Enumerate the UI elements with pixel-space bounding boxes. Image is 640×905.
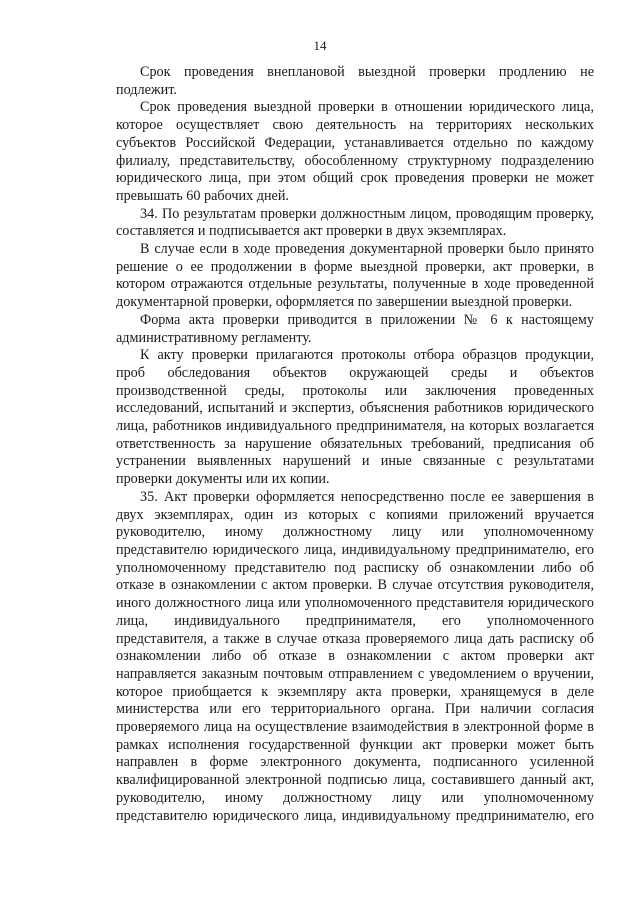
paragraph-multiregion-term: Срок проведения выездной проверки в отношении юридического лица, которое осуществляет свою деятельность на территориях нескольких субъектов Российской Федерации, устанавливается отдельно по каждому филиалу, представительству, обособленному структурному подразделению юридического лица, при этом общий срок проведения проверки не может превышать 60 рабочих дней. xyxy=(116,99,594,204)
document-body xyxy=(116,64,594,825)
paragraph-item-35: 35. Акт проверки оформляется непосредственно после ее завершения в двух экземплярах, один из которых с копиями приложений вручается руководителю, иному должностному лицу или уполномоченному представителю юридического лица, индивидуальному предпринимателю, его уполномоченному представителю под расписку об ознакомлении либо об отказе в ознакомлении с актом проверки. В случае отсутствия руководителя, иного должностного лица или уполномоченного представителя юридического лица, индивидуального предпринимателя, его уполномоченного представителя, а также в случае отказа проверяемого лица дать расписку об ознакомлении либо об отказе в ознакомлении с актом проверки акт направляется заказным почтовым отправлением с уведомлением о вручении, которое приобщается к экземпляру акта проверки, хранящемуся в деле министерства или его территориального органа. При наличии согласия проверяемого лица на осуществление взаимодействия в электронной форме в рамках исполнения государственной функции акт проверки может быть направлен в форме электронного документа, подписанного усиленной квалифицированной электронной подписью лица, составившего данный акт, руководителю, иному должностному лицу или уполномоченному представителю юридического лица, индивидуальному предпринимателю, его xyxy=(116,488,594,824)
paragraph-documentary-continuation: В случае если в ходе проведения документарной проверки было принято решение о ее продолжении в форме выездной проверки, акт проверки, в котором отражаются отдельные результаты, полученные в ходе проведенной документарной проверки, оформляется по завершении выездной проверки. xyxy=(116,241,594,311)
paragraph-item-34: 34. По результатам проверки должностным лицом, проводящим проверку, составляется и подписывается акт проверки в двух экземплярах. xyxy=(116,205,594,240)
paragraph-act-attachments: К акту проверки прилагаются протоколы отбора образцов продукции, проб обследования объектов окружающей среды и объектов производственной среды, протоколы или заключения проведенных исследований, испытаний и экспертиз, объяснения работников юридического лица, работников индивидуального предпринимателя, на которых возлагается ответственность за нарушение обязательных требований, предписания об устранении выявленных нарушений и иные связанные с результатами проверки документы или их копии. xyxy=(116,347,594,488)
paragraph-unscheduled-term: Срок проведения внеплановой выездной проверки продлению не подлежит. xyxy=(116,64,594,98)
paragraph-act-form: Форма акта проверки приводится в приложении № 6 к настоящему административному регламенту. xyxy=(116,311,594,346)
page-number: 14 xyxy=(313,38,327,53)
